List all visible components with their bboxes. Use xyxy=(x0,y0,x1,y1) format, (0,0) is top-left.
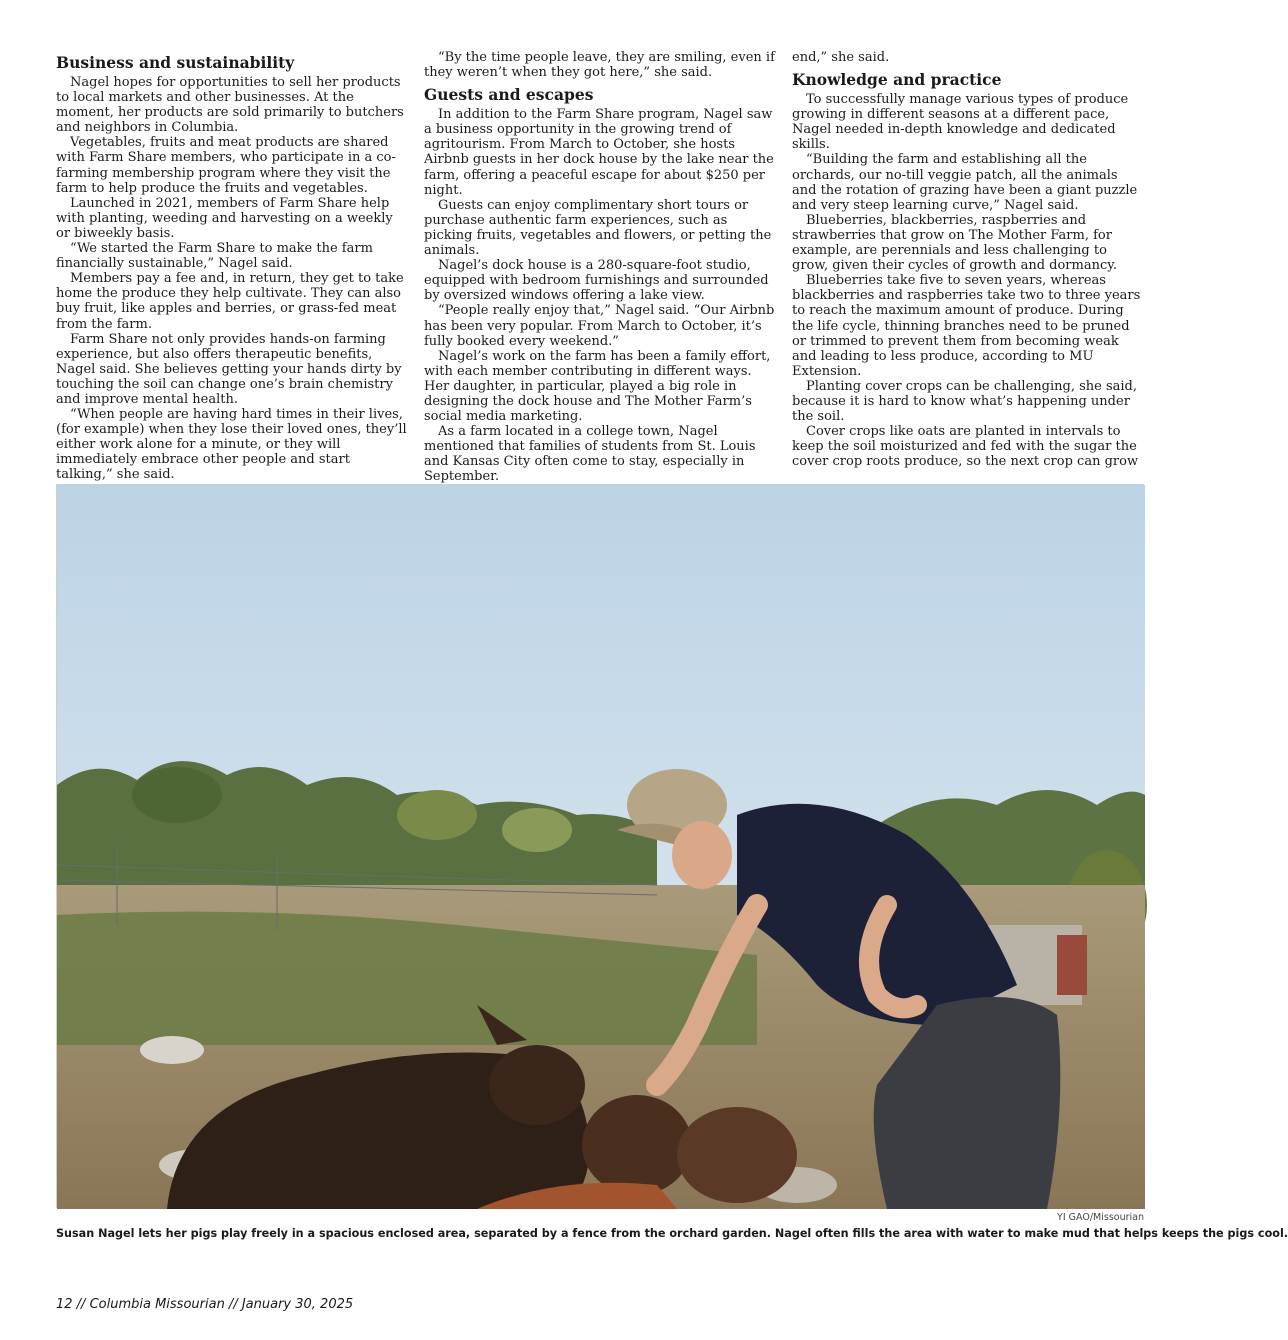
paragraph: Nagel’s dock house is a 280-square-foot studio, equipped with bedroom furnishings and surrounded by oversized windows offering a lake view. xyxy=(424,258,769,304)
paragraph: “We started the Farm Share to make the farm financially sustainable,” Nagel said. xyxy=(56,241,373,272)
page-footer: 12 // Columbia Missourian // January 30, 2025 xyxy=(56,1297,354,1312)
section-heading-guests: Guests and escapes xyxy=(424,85,594,105)
article-column-1 xyxy=(56,50,408,483)
paragraph: As a farm located in a college town, Nagel mentioned that families of students from St. Louis and Kansas City often come to stay, especially in September. xyxy=(424,424,756,485)
farm-photo xyxy=(56,484,1144,1208)
article-column-3 xyxy=(792,50,1144,469)
paragraph: Planting cover crops can be challenging, she said, because it is hard to know what’s happening under the soil. xyxy=(792,378,1137,425)
paragraph: Nagel’s work on the farm has been a family effort, with each member contributing in different ways. Her daughter, in particular, played a big role in designing the dock house and The Mother Farm’s social media marketing. xyxy=(424,348,771,425)
section-heading-knowledge: Knowledge and practice xyxy=(792,70,1002,90)
paragraph: Members pay a fee and, in return, they get to take home the produce they help cultivate. They can also buy fruit, like apples and berries, or grass-fed meat from the farm. xyxy=(56,271,404,332)
photo-credit: YI GAO/Missourian xyxy=(1057,1212,1144,1223)
paragraph: Farm Share not only provides hands-on farming experience, but also offers therapeutic benefits, Nagel said. She believes getting your hands dirty by touching the soil can change one’s brain chemistry and improve mental health. xyxy=(56,331,402,407)
paragraph: Blueberries, blackberries, raspberries and strawberries that grow on The Mother Farm, for example, are perennials and less challenging to grow, given their cycles of growth and dormancy. xyxy=(792,212,1117,274)
article-columns xyxy=(56,50,1144,485)
article-column-2 xyxy=(424,50,776,500)
paragraph: “By the time people leave, they are smiling, even if they weren’t when they got here,” she said. xyxy=(424,50,775,81)
paragraph: Nagel hopes for opportunities to sell her products to local markets and other businesses. At the moment, her products are sold primarily to butchers and neighbors in Columbia. xyxy=(56,75,404,136)
paragraph: end,” she said. xyxy=(792,50,890,65)
paragraph: Cover crops like oats are planted in intervals to keep the soil moisturized and fed with the sugar the cover crop roots produce, so the next crop can grow xyxy=(792,424,1139,470)
paragraph: Blueberries take five to seven years, whereas blackberries and raspberries take two to three years to reach the maximum amount of produce. During the life cycle, thinning branches need to be pruned or trimmed to prevent them from becoming weak and leading to less produce, according to MU Extension. xyxy=(792,273,1141,379)
farm-photo-illustration xyxy=(57,485,1145,1209)
paragraph: “When people are having hard times in their lives, (for example) when they lose their loved ones, they’ll either work alone for a minute, or they will immediately embrace other people and start talking,” she said. xyxy=(56,407,407,483)
paragraph: Guests can enjoy complimentary short tours or purchase authentic farm experiences, such as picking fruits, vegetables and flowers, or petting the animals. xyxy=(424,197,772,259)
paragraph: “Building the farm and establishing all the orchards, our no-till veggie patch, all the animals and the rotation of grazing have been a giant puzzle and very steep learning curve,” Nagel said. xyxy=(792,152,1138,213)
paragraph: Vegetables, fruits and meat products are shared with Farm Share members, who participate in a co-farming membership program where they visit the farm to help produce the fruits and vegetables. xyxy=(56,135,396,196)
photo-caption: Susan Nagel lets her pigs play freely in a spacious enclosed area, separated by a fence from the orchard garden. Nagel often fills the area with water to make mud that helps keeps the pigs cool. xyxy=(56,1227,1288,1240)
paragraph: “People really enjoy that,” Nagel said. “Our Airbnb has been very popular. From March to October, it’s fully booked every weekend.” xyxy=(424,303,775,349)
paragraph: Launched in 2021, members of Farm Share help with planting, weeding and harvesting on a weekly or biweekly basis. xyxy=(56,195,393,241)
paragraph: In addition to the Farm Share program, Nagel saw a business opportunity in the growing trend of agritourism. From March to October, she hosts Airbnb guests in her dock house by the lake near the farm, offering a peaceful escape for about $250 per night. xyxy=(424,107,774,198)
paragraph: To successfully manage various types of produce growing in different seasons at a different pace, Nagel needed in-depth knowledge and dedicated skills. xyxy=(792,92,1129,153)
section-heading-business: Business and sustainability xyxy=(56,53,295,72)
